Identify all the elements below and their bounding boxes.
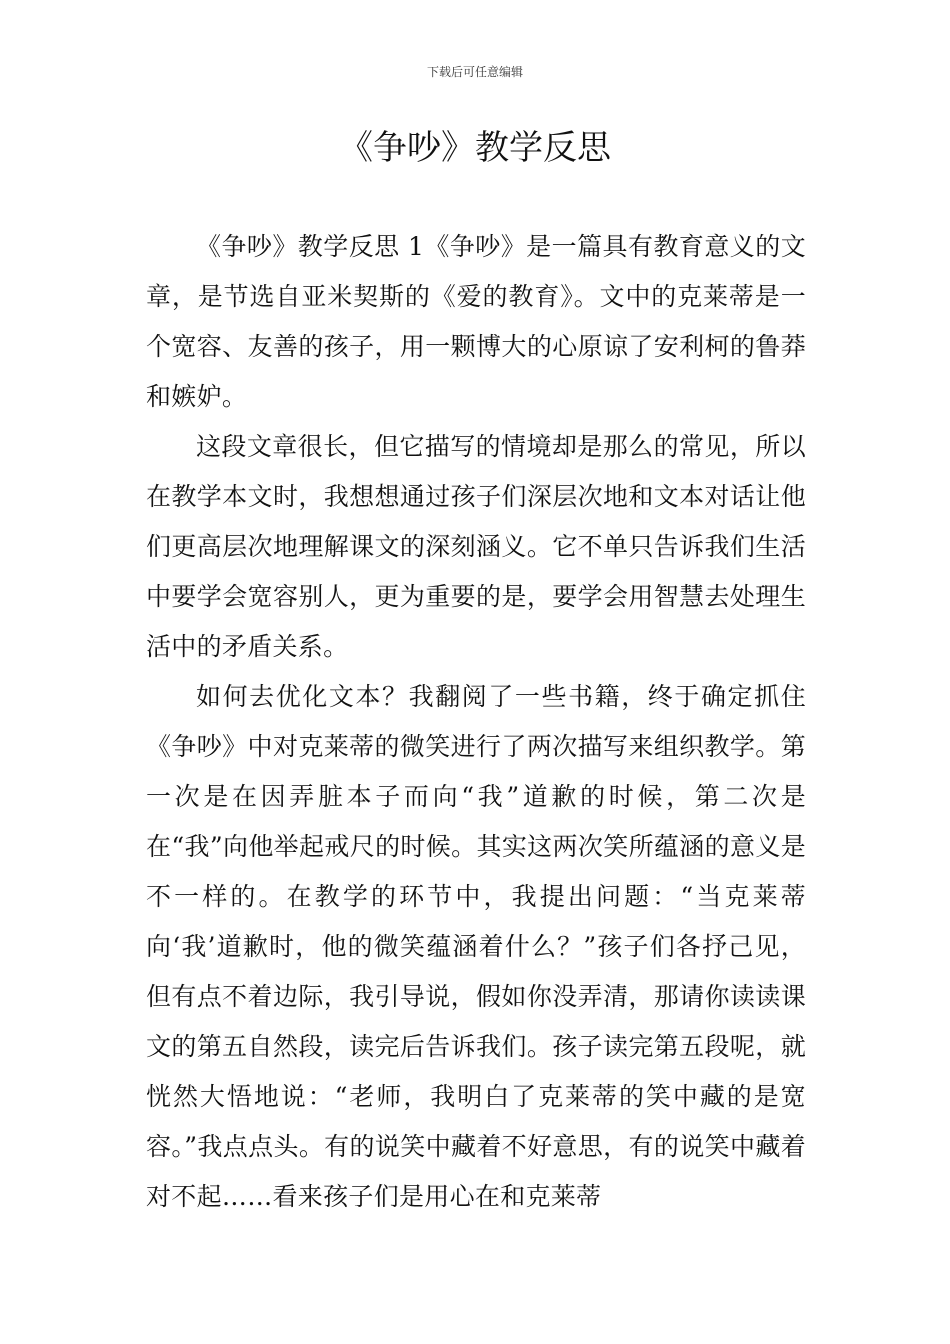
document-body [146,222,806,1222]
paragraph-3: 如何去优化文本？我翻阅了一些书籍，终于确定抓住《争吵》中对克莱蒂的微笑进行了两次描写来组织教学。第一次是在因弄脏本子而向“我”道歉的时候，第二次是在“我”向他举起戒尺的时候。其实这两次笑所蕴涵的意义是不一样的。在教学的环节中，我提出问题：“当克莱蒂向‘我’道歉时，他的微笑蕴涵着什么？”孩子们各抒己见，但有点不着边际，我引导说，假如你没弄清，那请你读读课文的第五自然段，读完后告诉我们。孩子读完第五段呢，就恍然大悟地说：“老师，我明白了克莱蒂的笑中藏的是宽容。”我点点头。有的说笑中藏着不好意思，有的说笑中藏着对不起……看来孩子们是用心在和克莱蒂 [146,682,806,1211]
header-note: 下载后可任意编辑 [426,65,523,79]
paragraph-2: 这段文章很长，但它描写的情境却是那么的常见，所以在教学本文时，我想想通过孩子们深层次地和文本对话让他们更高层次地理解课文的深刻涵义。它不单只告诉我们生活中要学会宽容别人，更为重要的是，要学会用智慧去处理生活中的矛盾关系。 [146,432,806,661]
paragraph-1: 《争吵》教学反思 1《争吵》是一篇具有教育意义的文章，是节选自亚米契斯的《爱的教育》。文中的克莱蒂是一个宽容、友善的孩子，用一颗博大的心原谅了安利柯的鲁莽和嫉妒。 [146,232,806,411]
document-title: 《争吵》教学反思 [339,128,611,168]
